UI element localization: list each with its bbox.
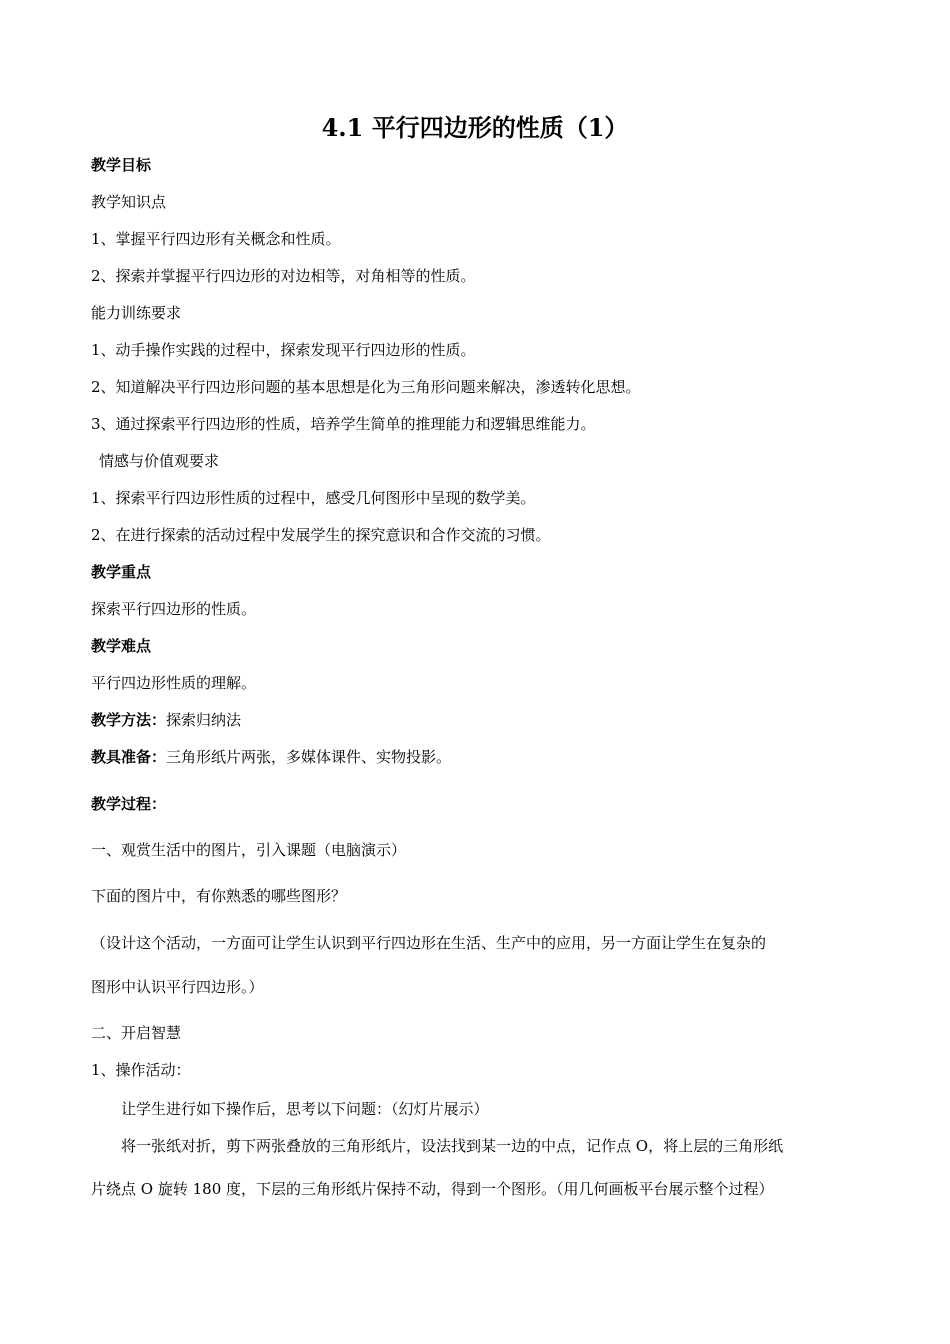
tools-line	[91, 747, 451, 767]
tools-label: 教具准备：	[91, 748, 167, 766]
focus-heading: 教学重点	[91, 563, 152, 581]
tools-text: 三角形纸片两张，多媒体课件、实物投影。	[166, 748, 452, 766]
section-2-item-1-instruction: 让学生进行如下操作后，思考以下问题：（幻灯片展示）	[121, 1100, 489, 1118]
method-text: 探索归纳法	[166, 711, 242, 729]
knowledge-item-1: 1、掌握平行四边形有关概念和性质。	[91, 230, 341, 248]
section-2-item-1-step-line-1: 将一张纸对折，剪下两张叠放的三角形纸片，设法找到某一边的中点，记作点 O，将上层的三角形纸	[121, 1137, 784, 1155]
section-1-question: 下面的图片中，有你熟悉的哪些图形？	[91, 887, 347, 905]
knowledge-heading: 教学知识点	[91, 193, 167, 211]
emotion-item-2: 2、在进行探索的活动过程中发展学生的探究意识和合作交流的习惯。	[91, 526, 551, 544]
emotion-heading: 情感与价值观要求	[99, 452, 220, 470]
knowledge-item-2: 2、探索并掌握平行四边形的对边相等，对角相等的性质。	[91, 267, 476, 285]
ability-item-2: 2、知道解决平行四边形问题的基本思想是化为三角形问题来解决，渗透转化思想。	[91, 378, 641, 396]
goal-heading: 教学目标	[91, 156, 152, 174]
emotion-item-1: 1、探索平行四边形性质的过程中，感受几何图形中呈现的数学美。	[91, 489, 536, 507]
method-line	[91, 710, 241, 730]
ability-item-1: 1、动手操作实践的过程中，探索发现平行四边形的性质。	[91, 341, 476, 359]
section-2-item-1: 1、操作活动：	[91, 1061, 191, 1079]
process-heading: 教学过程：	[91, 795, 167, 813]
section-2-heading: 二、开启智慧	[91, 1024, 182, 1042]
focus-text: 探索平行四边形的性质。	[91, 600, 257, 618]
section-1-note-line-2: 图形中认识平行四边形。）	[91, 978, 264, 996]
page-title: 4.1 平行四边形的性质（1）	[321, 113, 629, 142]
section-1-heading: 一、观赏生活中的图片，引入课题（电脑演示）	[91, 841, 407, 859]
section-2-item-1-step-line-2: 片绕点 O 旋转 180 度，下层的三角形纸片保持不动，得到一个图形。（用几何画板平台展示整个过程）	[91, 1180, 774, 1198]
method-label: 教学方法：	[91, 711, 167, 729]
ability-heading: 能力训练要求	[91, 304, 182, 322]
difficulty-text: 平行四边形性质的理解。	[91, 674, 257, 692]
difficulty-heading: 教学难点	[91, 637, 152, 655]
section-1-note-line-1: （设计这个活动，一方面可让学生认识到平行四边形在生活、生产中的应用，另一方面让学生在复杂的	[91, 934, 767, 952]
ability-item-3: 3、通过探索平行四边形的性质，培养学生简单的推理能力和逻辑思维能力。	[91, 415, 596, 433]
